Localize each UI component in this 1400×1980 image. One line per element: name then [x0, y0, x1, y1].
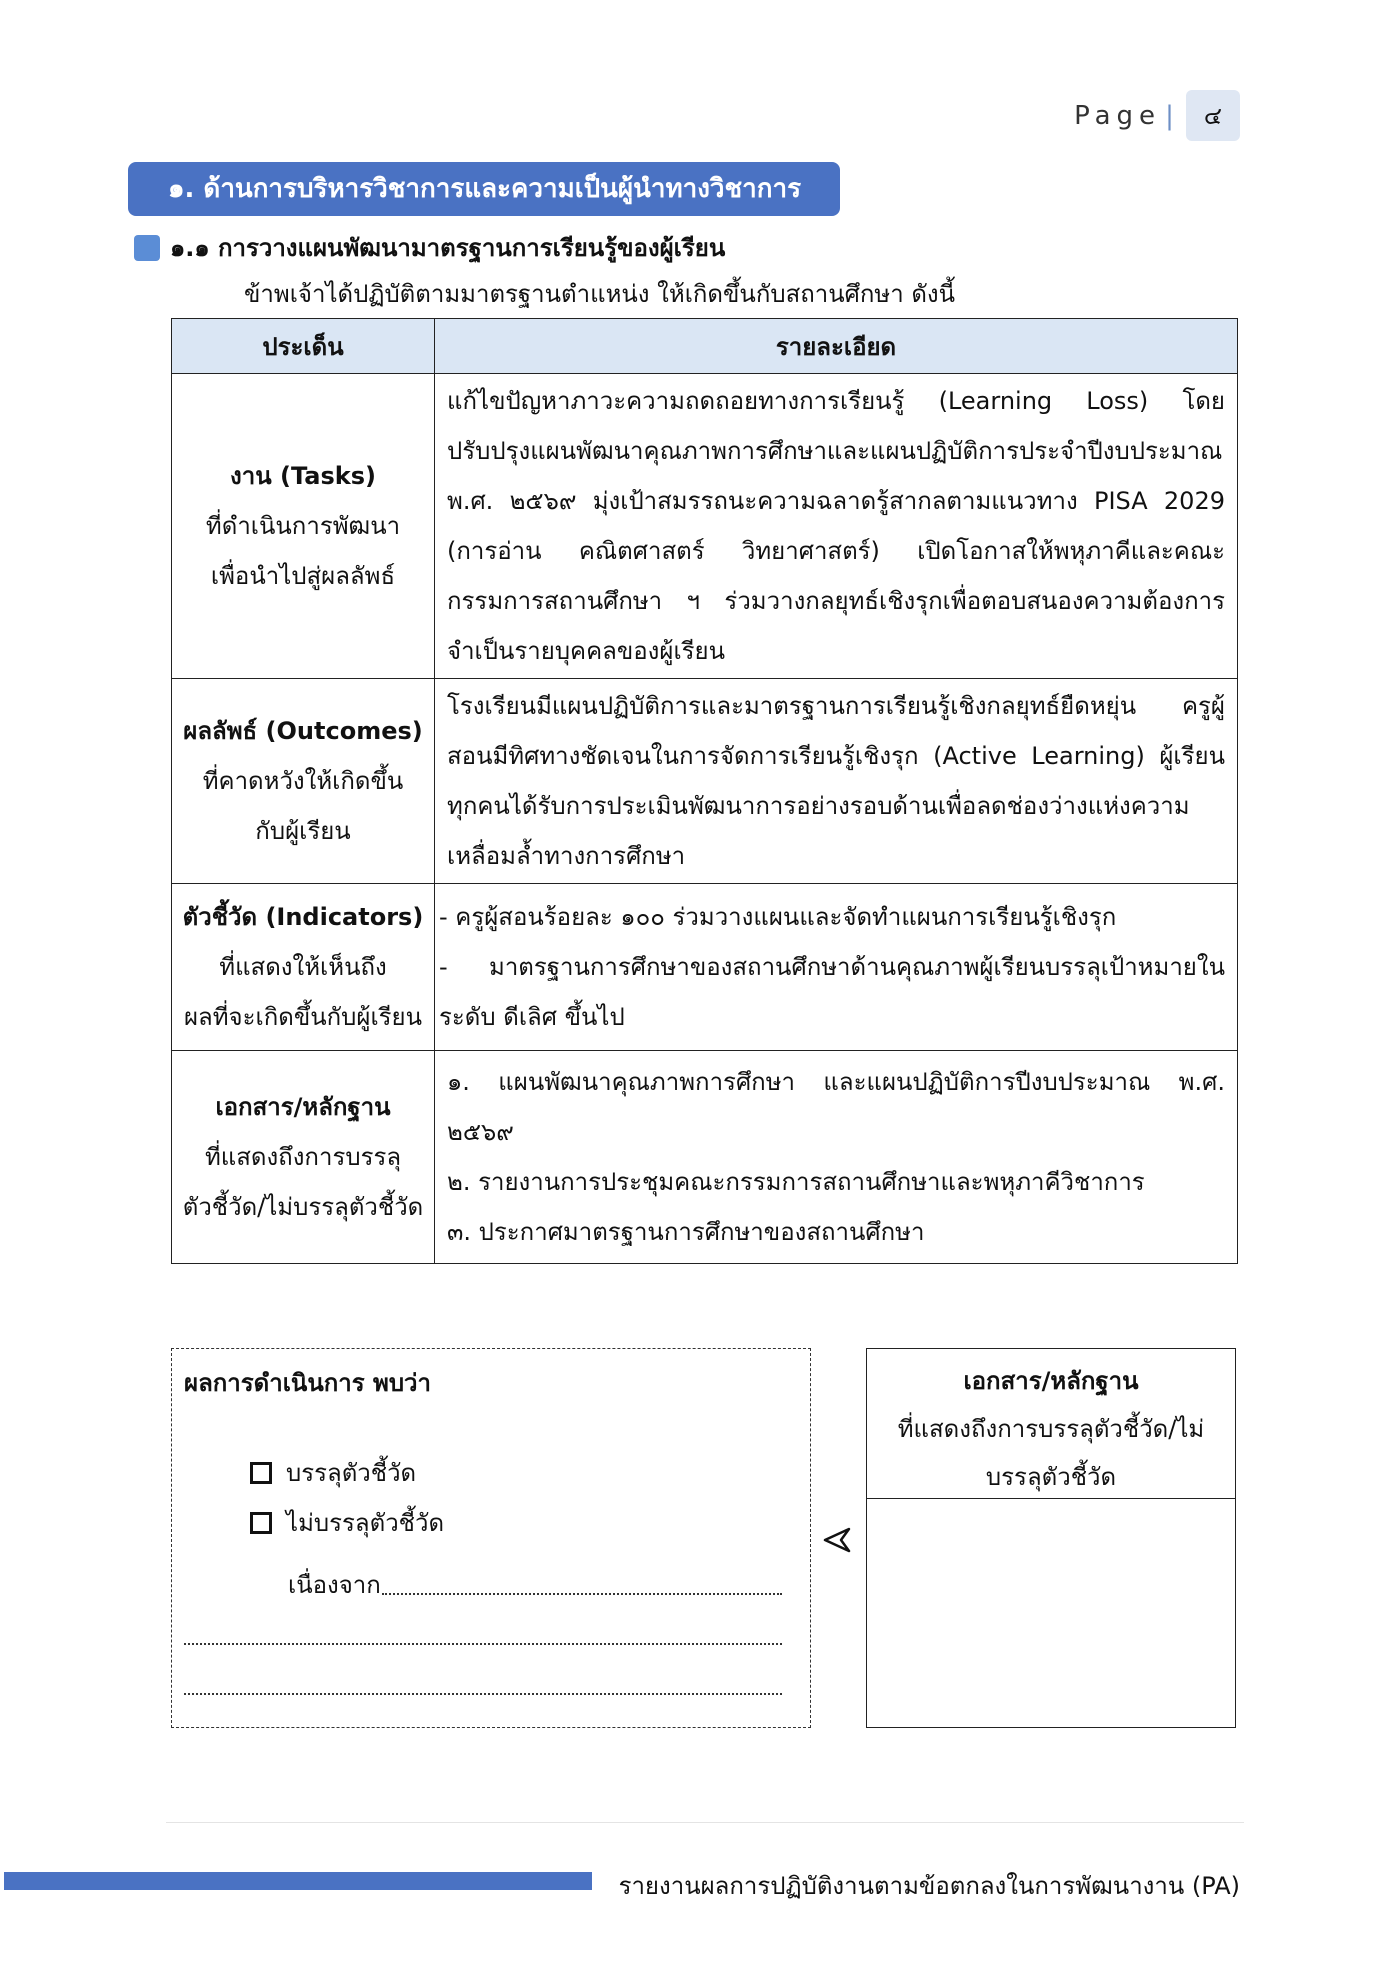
square-bullet-icon [134, 235, 160, 261]
evidence-box-line: ที่แสดงถึงการบรรลุตัวชี้วัด/ไม่ [897, 1415, 1205, 1443]
indicator-line: - มาตรฐานการศึกษาของสถานศึกษาด้านคุณภาพผู้เรียนบรรลุเป้าหมายในระดับ ดีเลิศ ขึ้นไป [439, 953, 1225, 1031]
because-label: เนื่องจาก [288, 1571, 381, 1599]
intro-text: ข้าพเจ้าได้ปฏิบัติตามมาตรฐานตำแหน่ง ให้เกิดขึ้นกับสถานศึกษา ดังนี้ [244, 280, 956, 308]
header-detail: รายละเอียด [435, 319, 1238, 374]
page-word: Page [1074, 100, 1162, 131]
indicator-line: - ครูผู้สอนร้อยละ ๑๐๐ ร่วมวางแผนและจัดทำแผนการเรียนรู้เชิงรุก [439, 903, 1117, 931]
fill-line[interactable] [184, 1643, 782, 1645]
row-detail: แก้ไขปัญหาภาวะความถดถอยทางการเรียนรู้ (Learning Loss) โดยปรับปรุงแผนพัฒนาคุณภาพการศึกษาและแผนปฏิบัติการประจำปีงบประมาณ พ.ศ. ๒๕๖๙ มุ่งเป้าสมรรถนะความฉลาดรู้สากลตามแนวทาง PISA 2029 (การอ่าน คณิตศาสตร์ วิทยาศาสตร์) เปิดโอกาสให้พหุภาคีและคณะกรรมการสถานศึกษา ฯ ร่วมวางกลยุทธ์เชิงรุกเพื่อตอบสนองความต้องการจำเป็นรายบุคคลของผู้เรียน [435, 374, 1238, 679]
row-detail [435, 884, 1238, 1051]
fill-line[interactable] [184, 1693, 782, 1695]
row-detail: โรงเรียนมีแผนปฏิบัติการและมาตรฐานการเรียนรู้เชิงกลยุทธ์ยืดหยุ่น ครูผู้สอนมีทิศทางชัดเจนในการจัดการเรียนรู้เชิงรุก (Active Learning) ผู้เรียนทุกคนได้รับการประเมินพัฒนาการอย่างรอบด้านเพื่อลดช่องว่างแห่งความเหลื่อมล้ำทางการศึกษา [435, 679, 1238, 884]
checkbox-icon[interactable] [250, 1462, 272, 1484]
standards-table [171, 318, 1238, 1264]
arrow-left-icon-svg [823, 1526, 851, 1554]
evidence-box-line: บรรลุตัวชี้วัด [985, 1463, 1117, 1491]
page-header [1074, 90, 1240, 141]
evidence-line: ๑. แผนพัฒนาคุณภาพการศึกษา และแผนปฏิบัติการปีงบประมาณ พ.ศ. ๒๕๖๙ [447, 1068, 1225, 1146]
footer-divider [166, 1822, 1244, 1823]
table-row-evidence [172, 1051, 1238, 1264]
row-label [172, 679, 435, 884]
table-row-indicators [172, 884, 1238, 1051]
fill-line[interactable] [382, 1593, 782, 1595]
result-title: ผลการดำเนินการ พบว่า [184, 1369, 432, 1397]
evidence-box-body[interactable] [867, 1499, 1235, 1727]
option-achieved-label: บรรลุตัวชี้วัด [286, 1459, 417, 1487]
table-header-row [172, 319, 1238, 374]
row-detail [435, 1051, 1238, 1264]
row-label [172, 1051, 435, 1264]
checkbox-icon[interactable] [250, 1512, 272, 1534]
row-label [172, 884, 435, 1051]
row-label-sub: เพื่อนำไปสู่ผลลัพธ์ [210, 562, 396, 590]
header-issue: ประเด็น [172, 319, 435, 374]
row-label-sub: ที่แสดงให้เห็นถึง [219, 953, 387, 981]
row-label-sub: ผลที่จะเกิดขึ้นกับผู้เรียน [183, 1003, 423, 1031]
arrow-left-icon [823, 1526, 851, 1562]
option-not-achieved[interactable] [250, 1503, 444, 1542]
table-row-outcomes [172, 679, 1238, 884]
row-label-title: เอกสาร/หลักฐาน [215, 1093, 391, 1121]
row-label-sub: ที่ดำเนินการพัฒนา [205, 512, 401, 540]
row-label-title: งาน (Tasks) [230, 462, 376, 490]
subsection-title: ๑.๑ การวางแผนพัฒนามาตรฐานการเรียนรู้ของผู้เรียน [170, 234, 726, 262]
row-label-sub: กับผู้เรียน [255, 817, 351, 845]
footer-text: รายงานผลการปฏิบัติงานตามข้อตกลงในการพัฒนางาน (PA) [618, 1872, 1240, 1900]
evidence-box [866, 1348, 1236, 1728]
subsection-heading [134, 228, 725, 267]
row-label-sub: ที่แสดงถึงการบรรลุ [204, 1143, 402, 1171]
row-label-title: ผลลัพธ์ (Outcomes) [183, 717, 423, 745]
evidence-box-header [867, 1349, 1235, 1499]
page-number: ๔ [1186, 90, 1240, 141]
evidence-box-title: เอกสาร/หลักฐาน [963, 1367, 1139, 1395]
row-label-sub: ตัวชี้วัด/ไม่บรรลุตัวชี้วัด [182, 1193, 424, 1221]
evidence-line: ๒. รายงานการประชุมคณะกรรมการสถานศึกษาและพหุภาคีวิชาการ [447, 1168, 1145, 1196]
section-title: ๑. ด้านการบริหารวิชาการและความเป็นผู้นำทางวิชาการ [128, 162, 840, 216]
option-not-achieved-label: ไม่บรรลุตัวชี้วัด [286, 1509, 445, 1537]
row-label-sub: ที่คาดหวังให้เกิดขึ้น [202, 767, 404, 795]
option-achieved[interactable] [250, 1453, 416, 1492]
row-label [172, 374, 435, 679]
result-box [171, 1348, 811, 1728]
footer-accent-bar [4, 1872, 592, 1890]
row-label-title: ตัวชี้วัด (Indicators) [182, 903, 424, 931]
evidence-line: ๓. ประกาศมาตรฐานการศึกษาของสถานศึกษา [447, 1218, 925, 1246]
page-separator: | [1165, 100, 1174, 131]
table-row-tasks [172, 374, 1238, 679]
